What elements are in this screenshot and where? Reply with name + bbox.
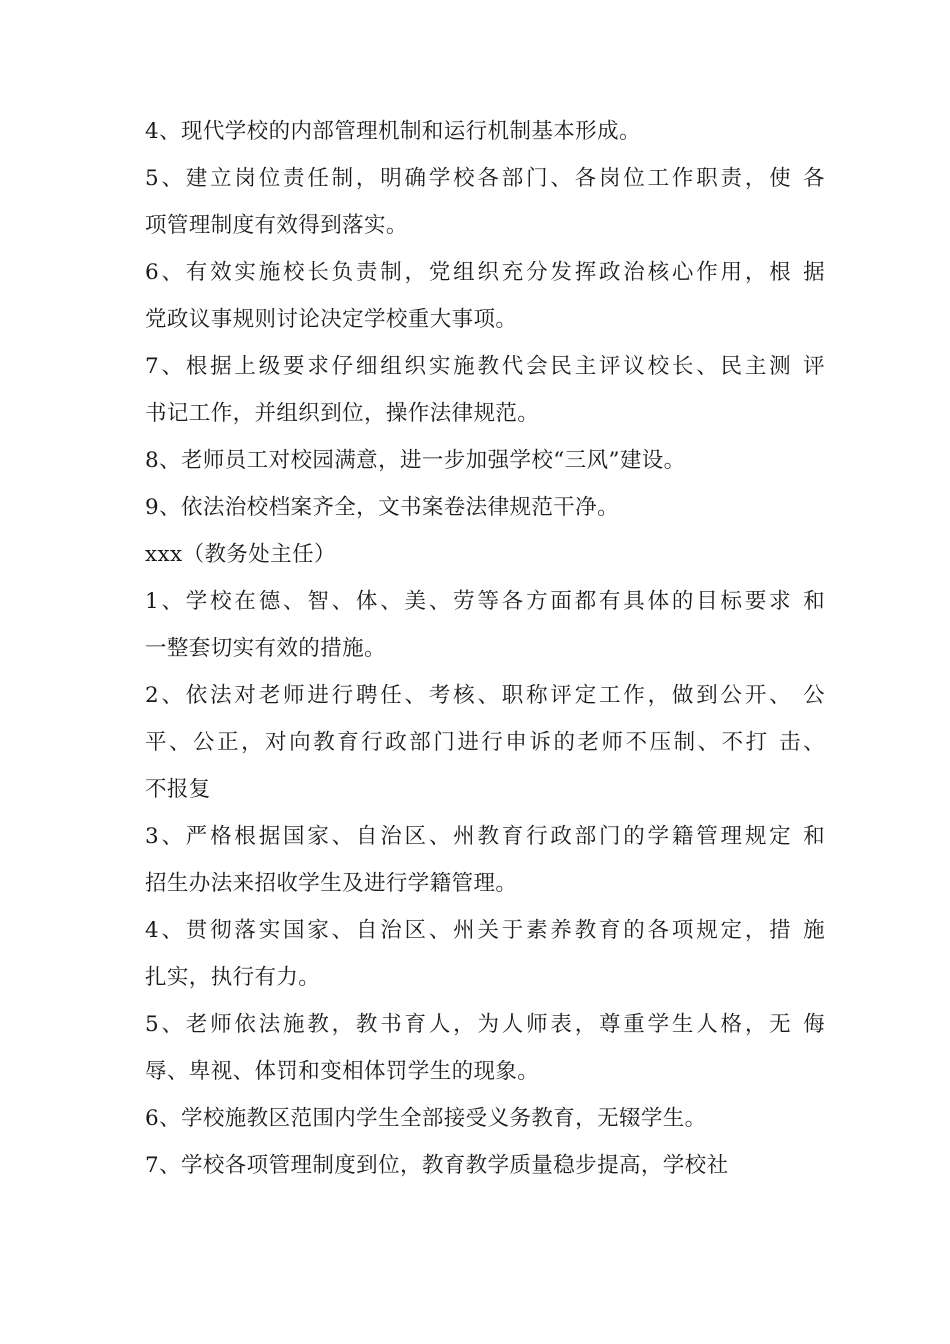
text-line: 项管理制度有效得到落实。 [145, 213, 408, 238]
text-line: 招生办法来招收学生及进行学籍管理。 [145, 871, 518, 896]
text-line: 9、依法治校档案齐全，文书案卷法律规范干净。 [145, 495, 619, 520]
text-line: 6、学校施教区范围内学生全部接受义务教育，无辍学生。 [145, 1106, 707, 1131]
text-line: 4、贯彻落实国家、自治区、州关于素养教育的各项规定，措 施 [145, 918, 825, 943]
text-line: 8、老师员工对校园满意，进一步加强学校“三风”建设。 [145, 448, 686, 473]
text-line: 不报复 [145, 777, 211, 802]
text-line: xxx（教务处主任） [145, 542, 336, 567]
text-line: 6、有效实施校长负责制，党组织充分发挥政治核心作用，根 据 [145, 260, 825, 285]
text-line: 党政议事规则讨论决定学校重大事项。 [145, 307, 518, 332]
text-line: 辱、卑视、体罚和变相体罚学生的现象。 [145, 1059, 540, 1084]
text-line: 3、严格根据国家、自治区、州教育行政部门的学籍管理规定 和 [145, 824, 825, 849]
text-line: 1、学校在德、智、体、美、劳等各方面都有具体的目标要求 和 [145, 589, 825, 614]
text-line: 平、公正，对向教育行政部门进行申诉的老师不压制、不打 击、 [145, 730, 825, 755]
text-line: 一整套切实有效的措施。 [145, 636, 386, 661]
text-line: 4、现代学校的内部管理机制和运行机制基本形成。 [145, 119, 641, 144]
text-line: 5、老师依法施教，教书育人，为人师表，尊重学生人格，无 侮 [145, 1012, 825, 1037]
text-line: 2、依法对老师进行聘任、考核、职称评定工作，做到公开、 公 [145, 683, 825, 708]
text-line: 5、建立岗位责任制，明确学校各部门、各岗位工作职责，使 各 [145, 166, 825, 191]
text-line: 扎实，执行有力。 [145, 965, 321, 990]
text-line: 7、根据上级要求仔细组织实施教代会民主评议校长、民主测 评 [145, 354, 825, 379]
document-body [145, 108, 825, 1189]
text-line: 7、学校各项管理制度到位，教育教学质量稳步提高，学校社 [145, 1153, 729, 1178]
text-line: 书记工作，并组织到位，操作法律规范。 [145, 401, 540, 426]
